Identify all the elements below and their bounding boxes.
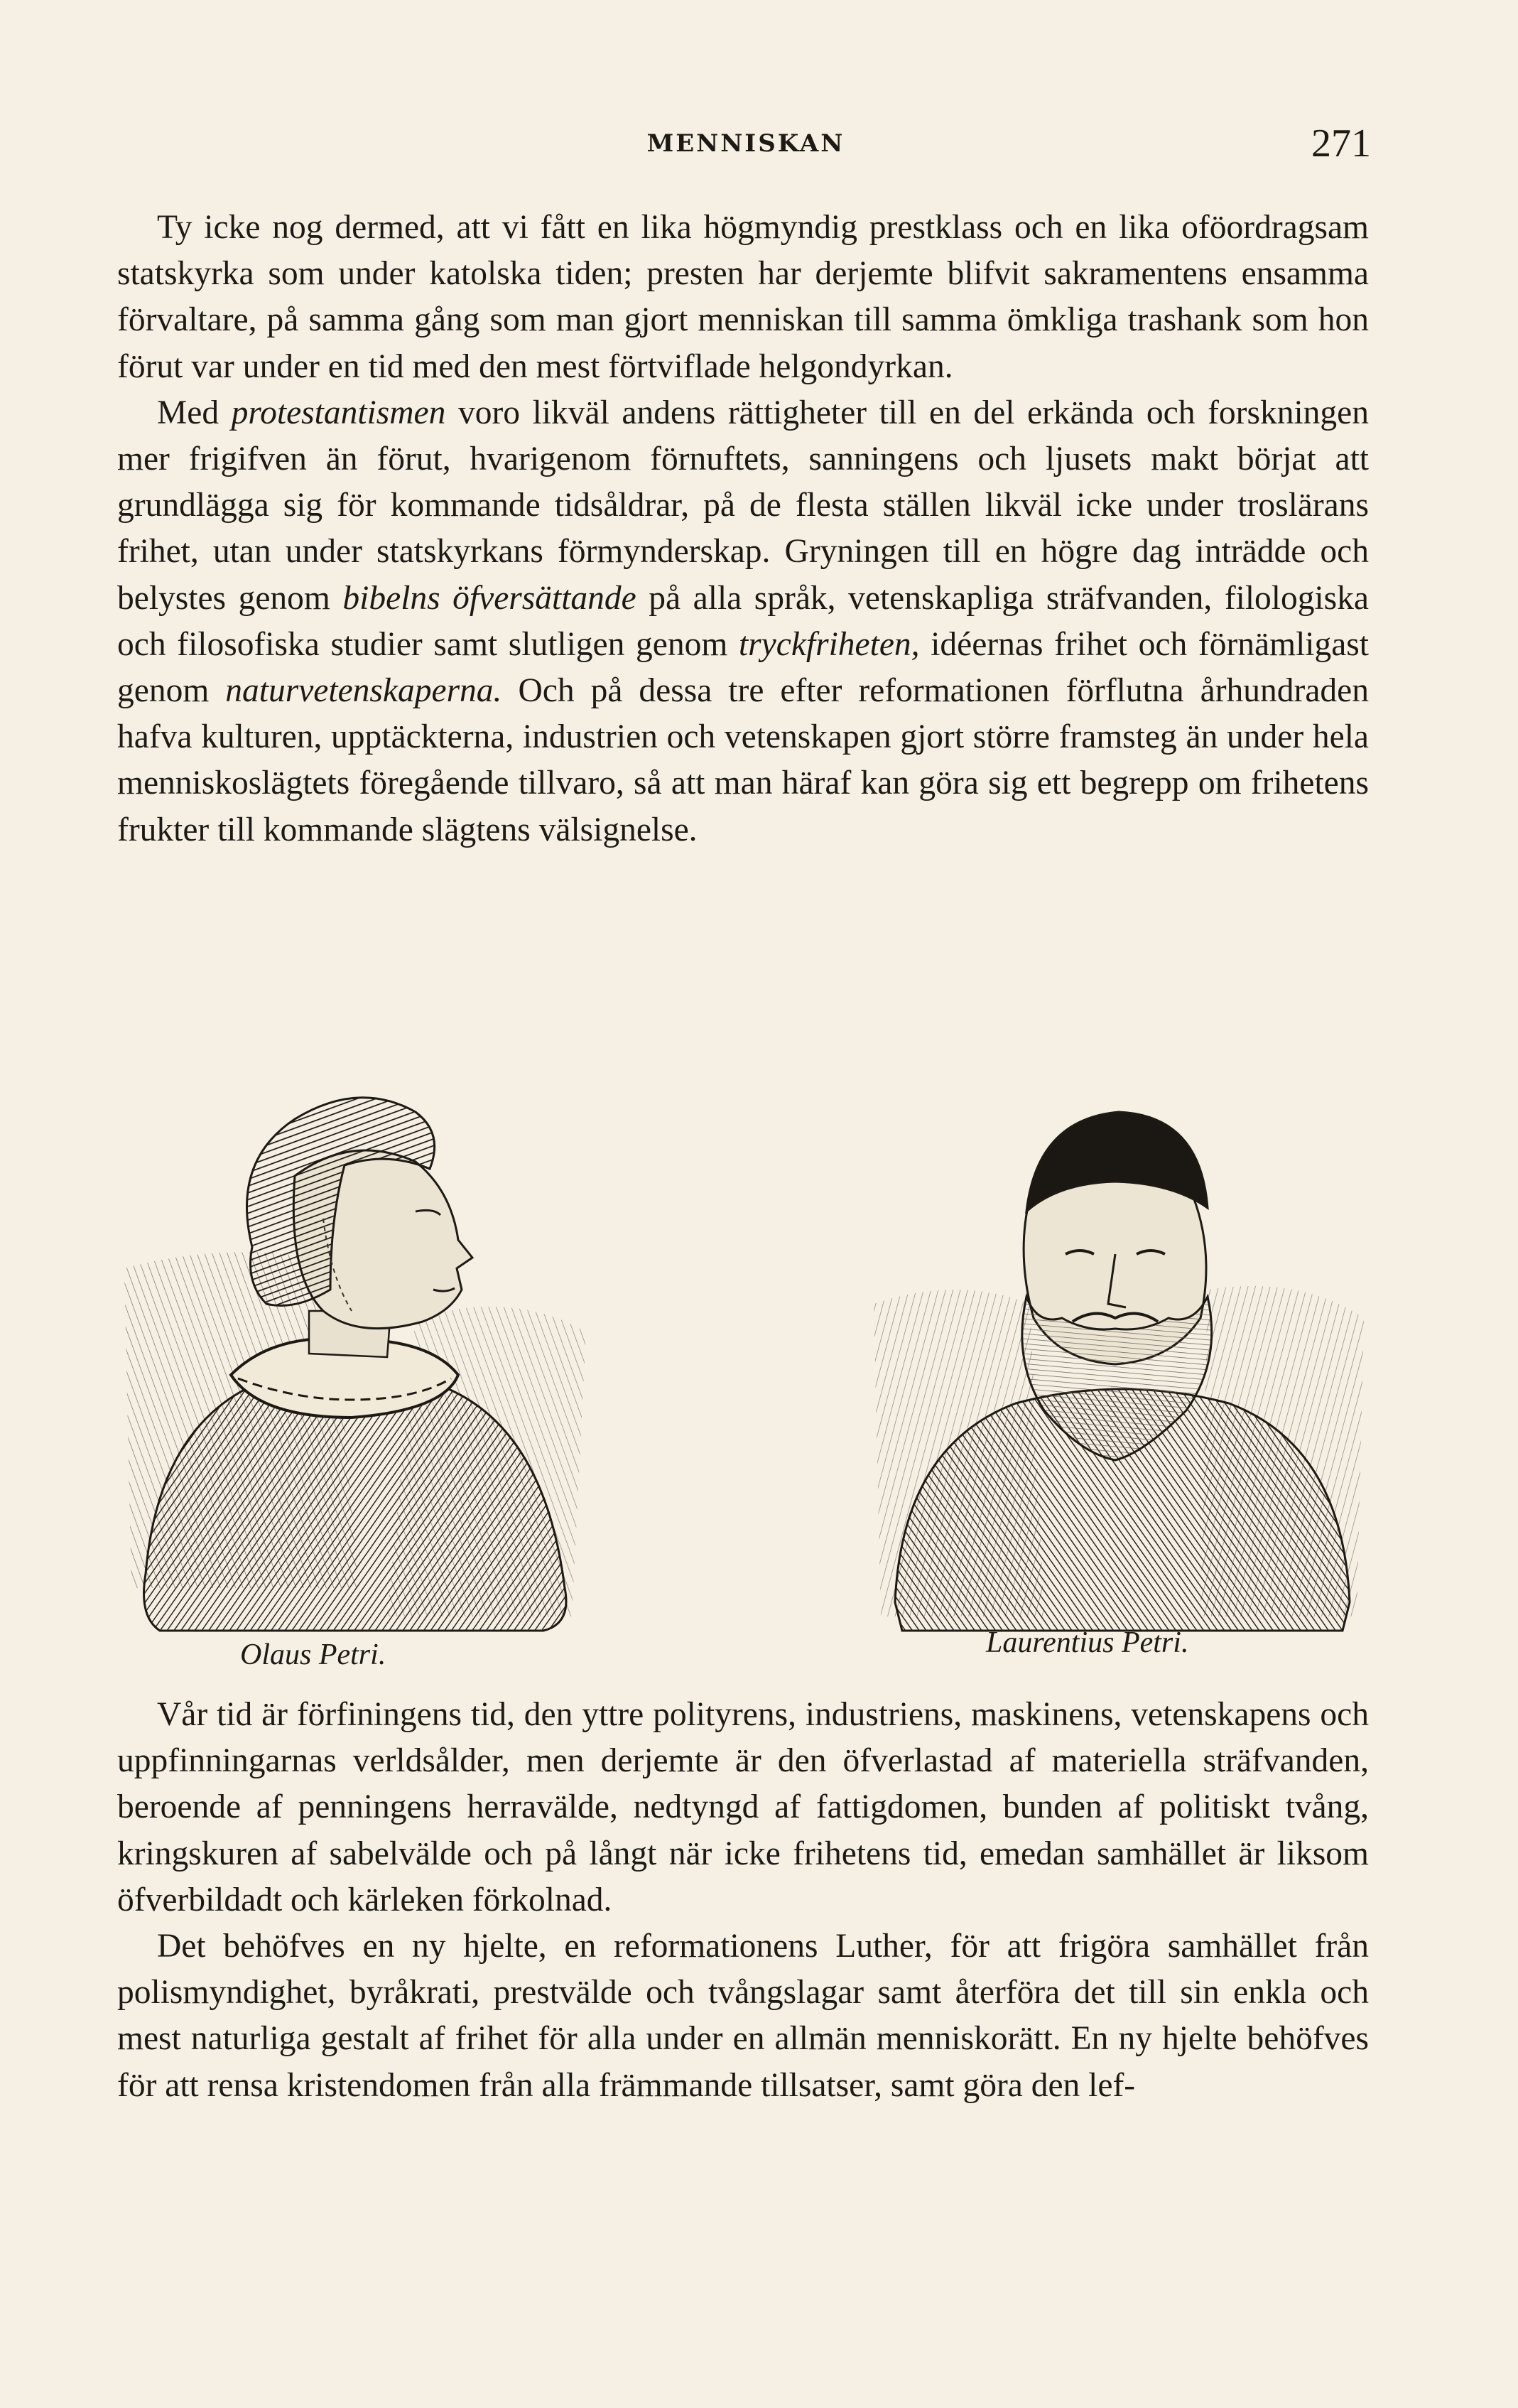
p2-text-e: Och på dessa tre efter reformationen förflutna århundraden hafva kulturen, upptäckterna, industrien och vetenskapen gjort större framsteg än under hela menniskoslägtets föregående tillvaro, så att man häraf kan göra sig ett begrepp om frihetens frukter till kommande slägtens välsignelse.: [117, 672, 1370, 848]
engraving-olaus-petri: [117, 1076, 600, 1645]
caption-olaus-petri: Olaus Petri.: [240, 1638, 386, 1671]
paragraph-4: Det behöfves en ny hjelte, en reformationens Luther, för att frigöra samhället från polismyndighet, byråkrati, prestvälde och tvångslagar samt återföra det till sin enkla och mest naturliga gestalt af frihet för alla under en allmän menniskorätt. En ny hjelte behöfves för att rensa kristendomen från alla främmande tillsatser, samt göra den lef-: [117, 1928, 1369, 2104]
p2-italic-bible: bibelns öfversättande: [342, 579, 636, 617]
caption-laurentius-petri: Laurentius Petri.: [986, 1626, 1189, 1659]
p2-text-c: på alla språk, vetenskapliga sträfvanden, filologiska och filosofiska studier samt slutligen genom: [117, 579, 1369, 663]
p2-text-b: voro likväl andens rättigheter till en del erkända och forskningen mer frigifven än förut, hvarigenom förnuftets, sanningens och ljusets makt börjat att grundlägga sig för kommande tidsåldrar, på de flesta ställen likväl icke under troslärans frihet, utan under statskyrkans förmynderskap. Gryningen till en högre dag inträdde och belystes genom: [117, 394, 1369, 617]
engraving-laurentius-petri: [874, 1091, 1371, 1645]
text-block-top: [117, 205, 1369, 853]
p2-italic-natural-sciences: naturvetenskaperna.: [225, 672, 502, 710]
p2-italic-protestantism: protestantismen: [231, 394, 446, 431]
paragraph-2: [117, 390, 1369, 853]
p2-text-d: idéernas frihet och förnämligast genom: [117, 625, 1369, 710]
page-number: 271: [1311, 122, 1371, 166]
running-title: MENNISKAN: [646, 129, 845, 158]
paragraph-1: Ty icke nog dermed, att vi fått en lika högmyndig prestklass och en lika oföordragsam statskyrka som under katolska tiden; presten har derjemte blifvit sakramentens ensamma förvaltare, på samma gång som man gjort menniskan till samma ömkliga trashank som hon förut var under en tid med den mest förtviflade helgondyrkan.: [117, 209, 1369, 385]
paragraph-3: Vår tid är förfiningens tid, den yttre polityrens, industriens, maskinens, vetenskapens och uppfinningarnas verldsålder, men derjemte är den öfverlastad af materiella sträfvanden, beroende af penningens herravälde, nedtyngd af fattigdomen, bunden af politiskt tvång, kringskuren af sabelvälde och på långt när icke frihetens tid, emedan samhället är liksom öfverbildadt och kärleken förkolnad.: [117, 1696, 1369, 1918]
text-block-bottom: [117, 1692, 1369, 2109]
p2-italic-press-freedom: tryckfriheten,: [738, 625, 920, 663]
running-head: [114, 121, 1378, 166]
p2-text-a: Med: [157, 394, 232, 431]
portrait-olaus-petri: [117, 1076, 600, 1645]
portrait-laurentius-petri: [874, 1091, 1371, 1645]
